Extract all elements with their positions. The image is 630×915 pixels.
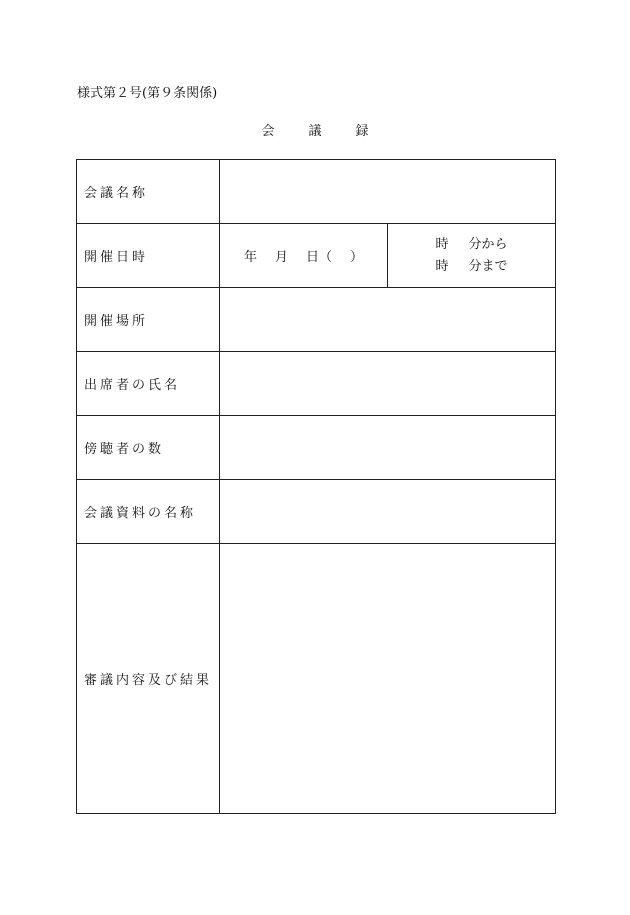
venue-field[interactable] (220, 288, 556, 352)
attendees-field[interactable] (220, 352, 556, 416)
content-field[interactable] (220, 544, 556, 814)
observers-field[interactable] (220, 416, 556, 480)
row-materials (77, 480, 556, 544)
title-char: 会 (261, 124, 275, 139)
time-end-line (388, 256, 555, 278)
time-start-line (388, 234, 555, 256)
materials-label: 会議資料の名称 (77, 480, 220, 544)
attendees-label: 出席者の氏名 (77, 352, 220, 416)
title-char: 議 (308, 124, 322, 139)
venue-label: 開催場所 (77, 288, 220, 352)
row-venue (77, 288, 556, 352)
start-hour-unit: 時 (435, 236, 449, 252)
day-unit: 日（ (306, 250, 333, 265)
row-meeting-name (77, 160, 556, 224)
end-minute-unit: 分まで (468, 258, 508, 274)
date-field[interactable] (220, 224, 388, 288)
row-observers (77, 416, 556, 480)
title-char: 録 (355, 124, 369, 139)
meeting-name-field[interactable] (220, 160, 556, 224)
start-minute-unit: 分から (468, 236, 508, 252)
year-unit: 年 (243, 250, 257, 265)
content-label: 審議内容及び結果 (77, 544, 220, 814)
form-number: 様式第２号(第９条関係) (77, 86, 218, 101)
row-content (77, 544, 556, 814)
time-field[interactable] (388, 224, 556, 288)
end-hour-unit: 時 (435, 258, 449, 274)
materials-field[interactable] (220, 480, 556, 544)
observers-label: 傍聴者の数 (77, 416, 220, 480)
datetime-label: 開催日時 (77, 224, 220, 288)
month-unit: 月 (274, 250, 288, 265)
meeting-name-label: 会議名称 (77, 160, 220, 224)
weekday-close: ） (350, 250, 364, 265)
document-title (0, 124, 630, 140)
row-datetime (77, 224, 556, 288)
row-attendees (77, 352, 556, 416)
minutes-form-table (76, 159, 556, 814)
